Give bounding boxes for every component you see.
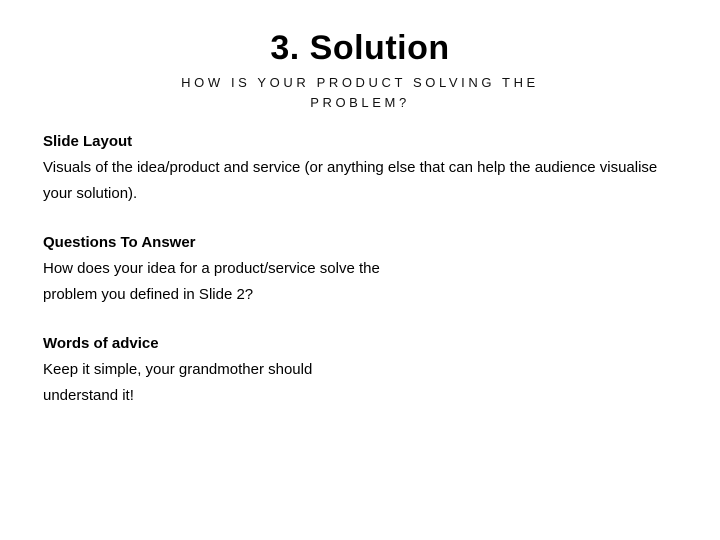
section-text: Visuals of the idea/product and service (or anything else that can help the audience visualise your solution). — [43, 159, 658, 202]
section-questions-to-answer — [43, 230, 683, 308]
slide-subtitle: HOW IS YOUR PRODUCT SOLVING THE PROBLEM? — [181, 75, 539, 110]
section-slide-layout — [43, 129, 683, 207]
slide-body — [43, 129, 683, 432]
section-heading: Words of advice — [43, 335, 159, 352]
section-words-of-advice — [43, 331, 683, 409]
section-text: How does your idea for a product/service solve the problem you defined in Slide 2? — [43, 260, 380, 303]
section-heading: Questions To Answer — [43, 234, 196, 251]
slide-title: 3. Solution — [270, 29, 450, 67]
section-heading: Slide Layout — [43, 133, 133, 150]
section-text: Keep it simple, your grandmother should understand it! — [43, 361, 313, 404]
